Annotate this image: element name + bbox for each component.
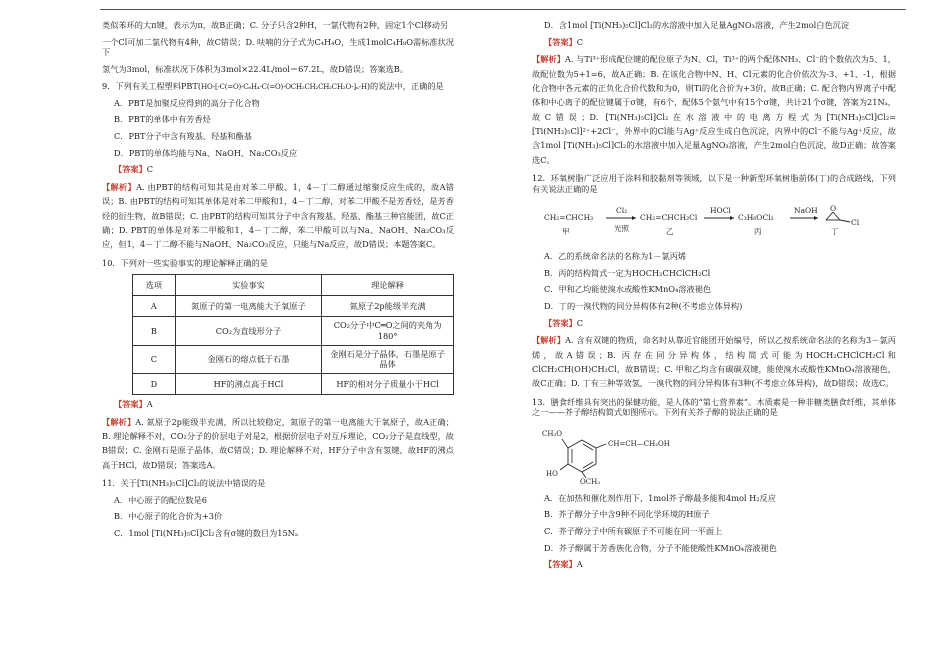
reagent-naoh: NaOH [794, 206, 818, 216]
table-row [133, 345, 454, 373]
q12-answer [544, 318, 896, 329]
q10-explanation [102, 415, 454, 472]
q9-answer [114, 164, 454, 175]
q11-option-a: A．中心原子的配位数是6 [114, 494, 207, 505]
q11-option-c: C．1mol [Ti(NH₃)₅Cl]Cl₂含有σ键的数目为15Nₐ [114, 528, 298, 538]
answer-tag: 【答案】 [544, 317, 577, 328]
answer-tag: 【答案】 [544, 36, 577, 47]
table-cell: 氮原子的第一电离能大于氧原子 [175, 296, 322, 317]
table-cell: 金刚石是分子晶体，石墨是原子晶体 [322, 345, 454, 373]
explanation-tag: 【解析】 [532, 54, 565, 65]
explanation-tag: 【解析】 [102, 416, 136, 427]
table-row [133, 374, 454, 395]
table-row [133, 317, 454, 345]
table-cell: C [133, 345, 176, 373]
q13-answer [544, 559, 896, 570]
left-column [102, 20, 454, 545]
epoxide-chlorine: Cl [851, 218, 860, 228]
question-9-stem [102, 81, 454, 92]
table-row [133, 296, 454, 317]
q11-explanation [532, 52, 896, 167]
q13-option-a: A．在加热和催化剂作用下，1mol芥子醇最多能和4mol H₂反应 [544, 492, 776, 503]
q11-answer [544, 37, 896, 48]
reagent-hocl: HOCl [710, 206, 731, 216]
question-11-stem: 11．关于[Ti(NH₃)₅Cl]Cl₂的说法中错误的是 [102, 478, 266, 489]
compound-yi-label: 乙 [666, 227, 674, 237]
reagent-cl2: Cl₂ [616, 206, 628, 216]
q10-table [132, 274, 454, 395]
table-cell: 金刚石的熔点低于石墨 [175, 345, 322, 373]
q13-option-c: C．芥子醇分子中所有碳原子不可能在同一平面上 [544, 525, 723, 536]
hydroxyl-label: HO [546, 470, 558, 478]
explanation-text: A. 与Ti³⁺形成配位键的配位原子为N、Cl，Ti³⁺的两个配体NH₃、Cl⁻的个数依次为5、1，故配位数为5+1=6，故A正确；B. 在该化合物中N、H、Cl元素的化合价依次为-3、+1、-1，根据化合物中各元素的正负化合价代数和为0，则Ti的化合价为+3价，故B正确；C. 配合物内界离子中配体和中心离子的配位键属于σ键，有6个，配体5个氨气中有15个σ键，共计21个σ键，答案为21Nₐ，故C错误；D. [Ti(NH₃)₅Cl]Cl₂在水溶液中的电离方程式为[Ti(NH₃)₅Cl]Cl₂=[Ti(NH₃)₅Cl]²⁺+2Cl⁻，外界中的Cl能与Ag⁺反应生成白色沉淀，内界中的Cl⁻不能与Ag⁺反应，故含1mol [Ti(NH₃)₅Cl]Cl₂的水溶液中加入足量AgNO₃溶液，产生2mol白色沉淀，故D正确；故答案选C。 [532, 54, 896, 165]
epoxide-structure [826, 204, 860, 227]
q11-option-d: D．含1mol [Ti(NH₃)₅Cl]Cl₂的水溶液中加入足量AgNO₃溶液，产生2mol白色沉淀 [544, 20, 850, 30]
q9-stem-post: )的说法中，正确的是 [366, 80, 444, 91]
q9-option-c: C．PBT分子中含有羧基、羟基和酯基 [114, 131, 252, 142]
compound-yi-formula: CH₂=CHCH₂Cl [640, 213, 698, 223]
compound-jia-formula: CH₂=CHCH₃ [544, 213, 594, 223]
q9-option-b: B．PBT的单体中有芳香烃 [114, 114, 211, 125]
table-header: 理论解释 [322, 275, 454, 296]
answer-value: A [576, 559, 583, 570]
q12-option-c: C．甲和乙均能使溴水或酸性KMnO₄溶液褪色 [544, 284, 712, 295]
intro-line: 类似苯环的大π键，表示为π，故B正确；C. 分子只含2种H，一氯代物有2种，固定1个Cl移动另 [102, 20, 449, 30]
side-chain-label: CH=CH—CH₂OH [608, 440, 670, 448]
explanation-tag: 【解析】 [102, 182, 137, 192]
condition-light: 光照 [614, 224, 629, 234]
q9-explanation [102, 180, 454, 252]
question-12-stem: 12．环氧树脂广泛应用于涂料和胶黏剂等领域，以下是一种新型环氧树脂前体(丁)的合成路线，下列有关说法正确的是 [532, 173, 896, 194]
q9-option-d: D．PBT的单体均能与Na、NaOH、Na₂CO₃反应 [114, 147, 298, 158]
arrow-head [730, 216, 734, 220]
table-header: 选项 [133, 275, 176, 296]
explanation-text: A. 由PBT的结构可知其是由对苯二甲酸、1，4－丁二醇通过缩聚反应生成的，故A错误；B. 由PBT的结构可知其单体是对苯二甲酸和1，4－丁二醇，对苯二甲酸不是芳香烃，是芳香烃的衍生物，故B错误；C. 由PBT的结构可知其分子中含有羧基、羟基、酯基三种官能团，故C正确；D. PBT的单体是对苯二甲酸和1，4－丁二醇，苯二甲酸可以与Na、NaOH、Na₂CO₃反应，但1，4－丁二醇不能与NaOH、Na₂CO₃反应，只能与Na反应，故D错误；本题答案C。 [102, 182, 454, 250]
sinapyl-alcohol-structure [542, 428, 742, 484]
q13-option-b: B．芥子醇分子中含9种不同化学环境的H原子 [544, 509, 710, 520]
answer-tag: 【答案】 [544, 559, 577, 570]
table-cell: HF的相对分子质量小于HCl [322, 374, 454, 395]
table-cell: B [133, 317, 176, 345]
table-cell: HF的沸点高于HCl [175, 374, 322, 395]
q9-option-a: A．PBT是加聚反应得到的高分子化合物 [114, 97, 260, 108]
q12-option-d: D．丁的一溴代物的同分异构体有2种(不考虑立体异构) [544, 301, 743, 311]
synthesis-scheme [544, 204, 864, 240]
table-cell: CO₂为直线形分子 [175, 317, 322, 345]
q12-option-a: A．乙的系统命名法的名称为1－氯丙烯 [544, 251, 687, 262]
question-10-stem: 10．下列对一些实验事实的理论解释正确的是 [102, 257, 268, 268]
q13-option-d: D．芥子醇属于芳香族化合物，分子不能使酸性KMnO₄溶液褪色 [544, 542, 777, 553]
arrow-head [632, 216, 636, 220]
table-header-row [133, 275, 454, 296]
intro-line: 一个Cl可加二氯代物有4种，故C错误；D. 呋喃的分子式为C₄H₄O，生成1molC₄H₈O需标准状况下 [102, 36, 454, 58]
right-column [532, 20, 896, 575]
answer-tag: 【答案】 [114, 164, 147, 175]
answer-value: C [576, 317, 584, 328]
q9-stem-pre: 9．下列有关工程塑料PBT( [102, 80, 202, 91]
compound-ding-label: 丁 [831, 227, 839, 237]
table-cell: CO₂分子中C═O之间的夹角为180° [322, 317, 454, 345]
compound-jia-label: 甲 [562, 227, 570, 237]
answer-tag: 【答案】 [114, 399, 147, 409]
q12-option-b: B．丙的结构简式一定为HOCH₂CHClCH₂Cl [544, 267, 711, 278]
answer-value: A [146, 399, 153, 409]
q11-option-b: B．中心原子的化合价为+3价 [114, 511, 223, 522]
explanation-text: A. 含有双键的物质，命名时从靠近官能团开始编号，所以乙按系统命名法的名称为3－氯丙烯，故A错误；B. 丙存在同分异构体，结构简式可能为HOCH₂CHClCH₂Cl和ClCH₂CH(OH)CH₂Cl，故B错误；C. 甲和乙均含有碳碳双键，能使溴水或酸性KMnO₄溶液褪色，故C正确；D. 丁有三种等效氢，一溴代物的同分异构体有3种(不考虑立体异构)，故D错误；故选C。 [532, 335, 896, 389]
intro-line: 氢气为3mol，标准状况下体积为3mol×22.4L/mol＝67.2L，故D错误；答案选B。 [102, 63, 409, 74]
pbt-formula: HO-[-C(=O)-C₆H₄-C(=O)-OCH₂CH₂CH₂CH₂O-]ₙ-H [201, 82, 367, 91]
table-cell: 氮原子2p能级半充满 [322, 296, 454, 317]
header-rule [100, 9, 906, 10]
table-header: 实验事实 [175, 275, 322, 296]
methoxy-bottom-label: OCH₃ [580, 478, 601, 484]
explanation-text: A. 氮原子2p能级半充满，所以比较稳定，氮原子的第一电离能大于氧原子，故A正确；B. 理论解释不对，CO₂分子的价层电子对是2，根据价层电子对互斥理论，CO₂分子是直线型，故B错误；C. 金刚石是原子晶体，故C错误；D. 理论解释不对，HF分子中含有氢键，故HF的沸点高于HCl，故D错误；答案选A。 [102, 416, 454, 470]
epoxide-oxygen: O [830, 204, 837, 214]
q12-explanation [532, 333, 896, 390]
table-cell: A [133, 296, 176, 317]
answer-value: C [576, 36, 584, 47]
compound-bing-formula: C₃H₆OCl₂ [738, 213, 774, 223]
question-13-stem: 13．膳食纤维具有突出的保健功能，是人体的“第七营养素”。木质素是一种非糖类膳食纤维，其单体之一——芥子醇结构简式如图所示。下列有关芥子醇的说法正确的是 [532, 396, 896, 418]
explanation-tag: 【解析】 [532, 335, 566, 346]
table-cell: D [133, 374, 176, 395]
methoxy-top-label: CH₃O [542, 430, 563, 438]
q10-answer [114, 399, 454, 410]
answer-value: C [146, 164, 154, 175]
arrow-head [814, 216, 818, 220]
compound-bing-label: 丙 [754, 227, 762, 237]
